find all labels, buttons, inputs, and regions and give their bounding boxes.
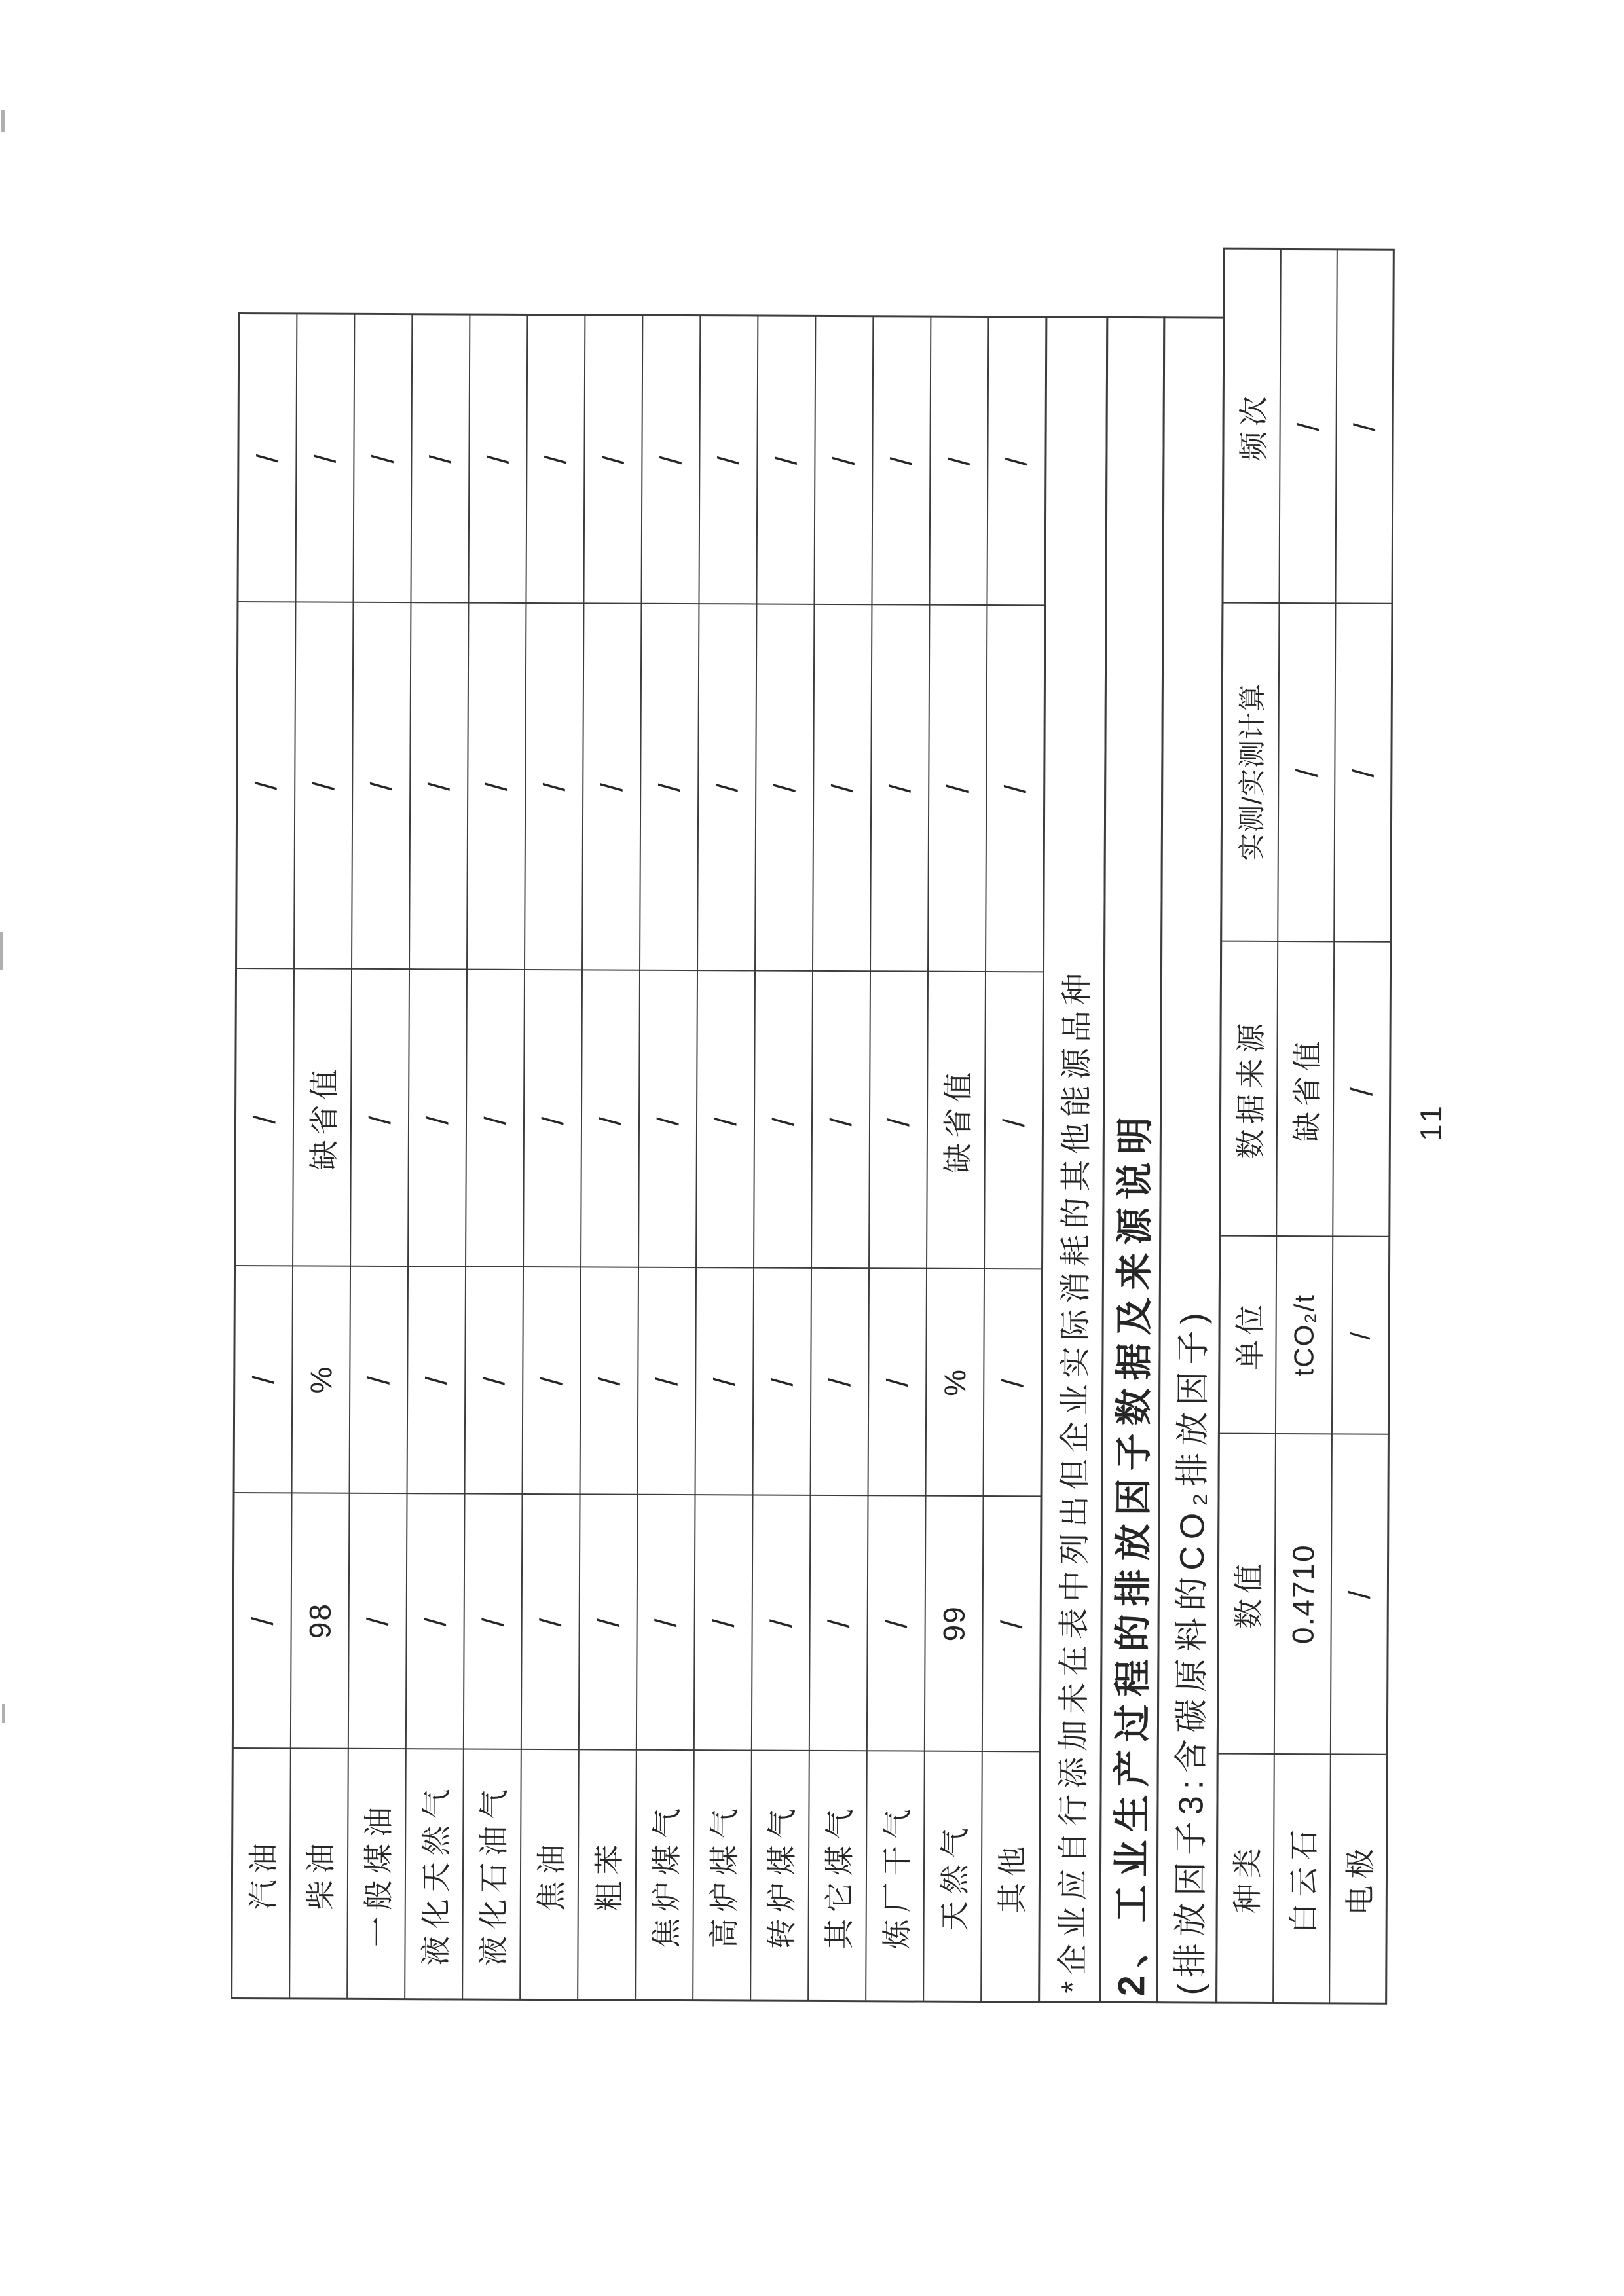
- process-factor-table: [1215, 248, 1395, 2005]
- unit-cell: /: [869, 1269, 927, 1495]
- header-cell-unit: 单位: [1220, 1237, 1276, 1433]
- frequency-cell: /: [296, 314, 354, 601]
- unit-cell: /: [811, 1269, 869, 1495]
- header-cell-measured: 实测/实测计算: [1222, 604, 1278, 941]
- footnote-text: *企业应自行添加未在表中列出但企业实际消耗的其他能源品种: [1040, 318, 1106, 2001]
- source-cell: 缺省值: [927, 972, 985, 1268]
- source-cell: /: [351, 970, 409, 1266]
- frequency-cell: /: [987, 318, 1045, 604]
- value-cell: /: [695, 1495, 752, 1749]
- value-cell: /: [752, 1495, 810, 1749]
- unit-cell: /: [350, 1267, 408, 1493]
- frequency-cell: /: [1336, 250, 1392, 602]
- measured-cell: /: [1278, 604, 1335, 941]
- unit-cell: /: [523, 1267, 581, 1493]
- fuel-name-cell: 焦油: [521, 1750, 578, 1999]
- scan-artifact: [1, 110, 5, 132]
- source-cell: /: [639, 971, 697, 1267]
- value-cell: /: [349, 1494, 407, 1748]
- scan-artifact: [2, 1704, 5, 1723]
- measured-cell: /: [871, 605, 929, 970]
- measured-cell: /: [813, 605, 871, 970]
- unit-cell: /: [235, 1266, 293, 1492]
- source-cell: /: [1333, 942, 1390, 1235]
- frequency-cell: /: [411, 315, 469, 602]
- value-cell: /: [522, 1495, 580, 1749]
- unit-cell: /: [408, 1267, 466, 1493]
- value-cell: /: [234, 1493, 291, 1747]
- measured-cell: /: [525, 604, 583, 969]
- fuel-name-cell: 高炉煤气: [693, 1751, 751, 1999]
- rotated-landscape-sheet: [231, 242, 1555, 2029]
- frequency-cell: /: [815, 317, 872, 604]
- value-cell: /: [407, 1494, 464, 1748]
- value-cell: 98: [291, 1493, 349, 1747]
- frequency-cell: /: [469, 316, 526, 602]
- frequency-cell: /: [584, 316, 642, 602]
- fuel-name-cell: 液化天然气: [405, 1749, 463, 1998]
- value-cell: /: [1331, 1434, 1388, 1753]
- frequency-cell: /: [1280, 250, 1336, 602]
- source-cell: /: [581, 970, 639, 1266]
- fuel-name-cell: 白云石: [1274, 1755, 1330, 2002]
- source-cell: /: [524, 970, 581, 1266]
- header-cell-source: 数据来源: [1221, 942, 1277, 1235]
- fuel-name-cell: 汽油: [232, 1749, 290, 1997]
- fuel-factor-table: [231, 312, 1047, 2003]
- measured-cell: /: [756, 604, 813, 970]
- value-cell: /: [464, 1495, 522, 1749]
- source-cell: 缺省值: [1277, 942, 1333, 1235]
- fuel-name-cell: 天然气: [924, 1752, 982, 2001]
- source-cell: /: [870, 972, 927, 1267]
- source-cell: /: [985, 972, 1043, 1268]
- fuel-name-cell: 柴油: [290, 1749, 348, 1997]
- tables-stack: [231, 244, 1395, 2005]
- unit-cell: /: [984, 1269, 1042, 1495]
- fuel-name-cell: 转炉煤气: [751, 1751, 809, 1999]
- source-cell: /: [697, 971, 754, 1267]
- header-cell-value: 数值: [1219, 1434, 1275, 1753]
- measured-cell: /: [295, 602, 352, 968]
- unit-cell: /: [696, 1268, 754, 1494]
- page-number: 11: [1413, 1101, 1449, 1141]
- frequency-cell: /: [354, 315, 411, 602]
- unit-cell: tCO₂/t: [1276, 1237, 1332, 1433]
- header-cell-kind: 种类: [1217, 1755, 1274, 2002]
- measured-cell: /: [986, 606, 1044, 971]
- source-cell: /: [754, 971, 812, 1267]
- fuel-name-cell: 一般煤油: [348, 1749, 405, 1998]
- measured-cell: /: [640, 604, 698, 970]
- fuel-name-cell: 其它煤气: [809, 1751, 866, 2000]
- measured-cell: /: [1335, 604, 1391, 941]
- value-cell: /: [580, 1495, 637, 1749]
- frequency-cell: /: [526, 316, 584, 602]
- measured-cell: /: [468, 604, 525, 969]
- unit-cell: /: [1333, 1237, 1388, 1433]
- source-cell: /: [409, 970, 466, 1266]
- fuel-name-cell: 其他: [982, 1752, 1039, 2001]
- frequency-cell: /: [699, 316, 757, 603]
- frequency-cell: /: [642, 316, 699, 603]
- fuel-name-cell: 液化石油气: [463, 1750, 521, 1999]
- fuel-name-cell: 电极: [1330, 1755, 1386, 2002]
- frequency-cell: /: [238, 314, 296, 601]
- fuel-name-cell: 炼厂干气: [866, 1751, 924, 2000]
- measured-cell: /: [583, 604, 640, 969]
- value-cell: /: [868, 1496, 925, 1750]
- source-cell: 缺省值: [293, 969, 351, 1265]
- measured-cell: /: [352, 603, 410, 968]
- scan-artifact: [0, 932, 3, 970]
- frequency-cell: /: [872, 317, 930, 604]
- value-cell: /: [810, 1496, 868, 1750]
- measured-cell: /: [698, 604, 756, 970]
- measured-cell: /: [410, 603, 468, 968]
- source-cell: /: [466, 970, 524, 1266]
- frequency-cell: /: [757, 316, 815, 603]
- source-cell: /: [812, 972, 870, 1267]
- unit-cell: /: [581, 1267, 638, 1493]
- fuel-name-cell: 焦炉煤气: [636, 1751, 693, 1999]
- measured-cell: /: [929, 606, 986, 971]
- unit-cell: %: [293, 1266, 350, 1492]
- value-cell: 0.4710: [1275, 1434, 1331, 1753]
- section-title: 2、工业生产过程的排放因子数据及来源说明: [1101, 318, 1163, 2001]
- value-cell: /: [637, 1495, 695, 1749]
- unit-cell: /: [466, 1267, 523, 1493]
- fuel-name-cell: 粗苯: [578, 1750, 636, 1999]
- section-title-row: [1099, 316, 1165, 2003]
- unit-cell: /: [754, 1268, 811, 1494]
- value-cell: /: [983, 1497, 1041, 1751]
- unit-cell: /: [638, 1268, 696, 1494]
- measured-cell: /: [237, 602, 295, 968]
- frequency-cell: /: [930, 318, 987, 604]
- footnote-row: [1038, 316, 1108, 2003]
- header-cell-frequency: 频次: [1223, 250, 1280, 602]
- source-cell: /: [236, 969, 293, 1265]
- section-subtitle-row: [1156, 316, 1225, 2003]
- section-subtitle: (排放因子3:含碳原料的CO₂排放因子): [1158, 318, 1223, 2001]
- value-cell: 99: [925, 1497, 983, 1751]
- unit-cell: %: [927, 1269, 984, 1495]
